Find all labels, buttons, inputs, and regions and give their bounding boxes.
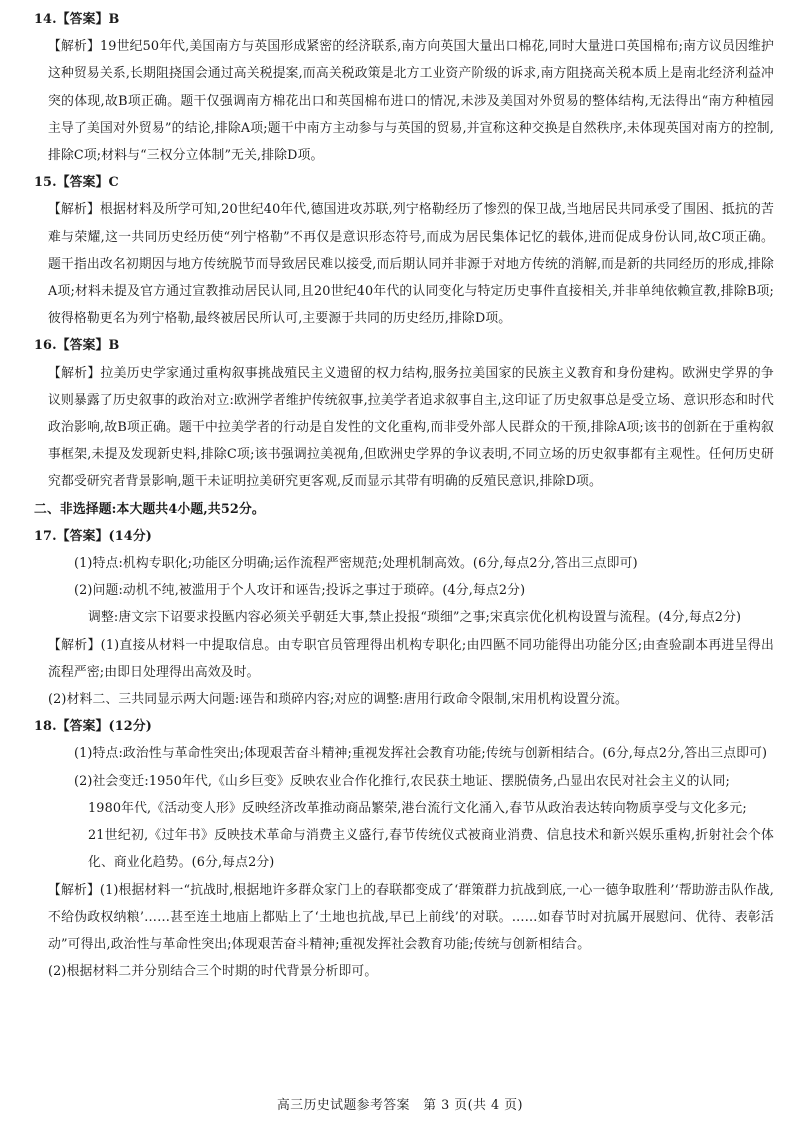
q14-analysis: 【解析】19世纪50年代,美国南方与英国形成紧密的经济联系,南方向英国大量出口棉花,同时大量进口英国棉布;南方议员因维护这种贸易关系,长期阻挠国会通过高关税提案,而高关税政策是北方工业资产阶级的诉求,南方阻挠高关税本质上是南北经济利益冲突的体现,故B项正确。题干仅强调南方棉花出口和英国棉布进口的情况,未涉及美国对外贸易的整体结构,无法得出“南方种植园主导了美国对外贸易”的结论,排除A项;题干中南方主动参与与英国的贸易,并宣称这种交换是自然秩序,未体现英国对南方的控制,排除C项;材料与“三权分立体制”无关,排除D项。: [48, 39, 774, 164]
q18-part2: (2)社会变迁:1950年代,《山乡巨变》反映农业合作化推行,农民获土地证、摆脱债务,凸显出农民对社会主义的认同;: [74, 773, 730, 789]
q18-answer: 18.【答案】(12分): [34, 719, 152, 735]
q18-part1: (1)特点:政治性与革命性突出;体现艰苦奋斗精神;重视发挥社会教育功能;传统与创新相结合。(6分,每点2分,答出三点即可): [74, 746, 768, 762]
q17-adjustment: 调整:唐文宗下诏要求投匦内容必须关乎朝廷大事,禁止投报“琐细”之事;宋真宗优化机构设置与流程。(4分,每点2分): [88, 610, 742, 626]
q15-answer: 15.【答案】C: [34, 175, 119, 191]
q16-answer: 16.【答案】B: [34, 338, 120, 354]
q16-analysis: 【解析】拉美历史学家通过重构叙事挑战殖民主义遗留的权力结构,服务拉美国家的民族主义教育和身份建构。欧洲史学界的争议则暴露了历史叙事的政治对立:欧洲学者维护传统叙事,拉美学者追求叙事自主,这印证了历史叙事总是受立场、意识形态和时代政治影响,故B项正确。题干中拉美学者的行动是自发性的文化重构,而非受外部人民群众的干预,排除A项;该书的创新在于重构叙事框架,未提及发现新史料,排除C项;该书强调拉美视角,但欧洲史学界的争议表明,不同立场的历史叙事都有主观性。任何历史研究都受研究者背景影响,题干未证明拉美研究更客观,反而显示其带有明确的反殖民意识,排除D项。: [48, 365, 774, 490]
q18-part2-21st: 21世纪初,《过年书》反映技术革命与消费主义盛行,春节传统仪式被商业消费、信息技术和新兴娱乐重构,折射社会个体化、商业化趋势。(6分,每点2分): [88, 828, 774, 871]
q17-part1: (1)特点:机构专职化;功能区分明确;运作流程严密规范;处理机制高效。(6分,每点2分,答出三点即可): [74, 556, 638, 572]
q17-analysis-2: (2)材料二、三共同显示两大问题:诬告和琐碎内容;对应的调整:唐用行政命令限制,宋用机构设置分流。: [48, 692, 628, 708]
q18-analysis-1: 【解析】(1)根据材料一“抗战时,根据地许多群众家门上的春联都变成了‘群策群力抗战到底,一心一德争取胜利’‘帮助游击队作战,不给伪政权纳粮’……甚至连土地庙上都贴上了‘土地也抗战,早已上前线’的对联。……如春节时对抗属开展慰问、优待、表彰活动”可得出,政治性与革命性突出;体现艰苦奋斗精神;重视发挥社会教育功能;传统与创新相结合。: [48, 882, 774, 952]
q17-part2: (2)问题:动机不纯,被滥用于个人攻讦和诬告;投诉之事过于琐碎。(4分,每点2分): [74, 583, 526, 599]
q14-answer: 14.【答案】B: [34, 12, 120, 27]
page-content: [34, 6, 774, 985]
q18-part2-1980s: 1980年代,《活动变人形》反映经济改革推动商品繁荣,港台流行文化涌入,春节从政治表达转向物质享受与文化多元;: [88, 800, 747, 816]
q17-answer: 17.【答案】(14分): [34, 528, 152, 544]
q18-analysis-2: (2)根据材料二并分别结合三个时期的时代背景分析即可。: [48, 964, 378, 980]
page-footer: 高三历史试题参考答案 第 3 页(共 4 页): [277, 1098, 523, 1113]
section-two-heading: 二、非选择题:本大题共4小题,共52分。: [34, 501, 265, 517]
q17-analysis-1: 【解析】(1)直接从材料一中提取信息。由专职官员管理得出机构专职化;由四匦不同功能得出功能分区;由查验副本再进呈得出流程严密;由即日处理得出高效及时。: [48, 637, 774, 680]
q15-analysis: 【解析】根据材料及所学可知,20世纪40年代,德国进攻苏联,列宁格勒经历了惨烈的保卫战,当地居民共同承受了围困、抵抗的苦难与荣耀,这一共同历史经历使“列宁格勒”不再仅是意识形态符号,而成为居民集体记忆的载体,进而促成身份认同,故C项正确。题干指出改名初期因与地方传统脱节而导致居民难以接受,而后期认同并非源于对地方传统的消解,而是新的共同经历的形成,排除A项;材料未提及官方通过宣教推动居民认同,且20世纪40年代的认同变化与特定历史事件直接相关,并非单纯依赖宣教,排除B项;彼得格勒更名为列宁格勒,最终被居民所认可,主要源于共同的历史经历,排除D项。: [48, 202, 774, 327]
